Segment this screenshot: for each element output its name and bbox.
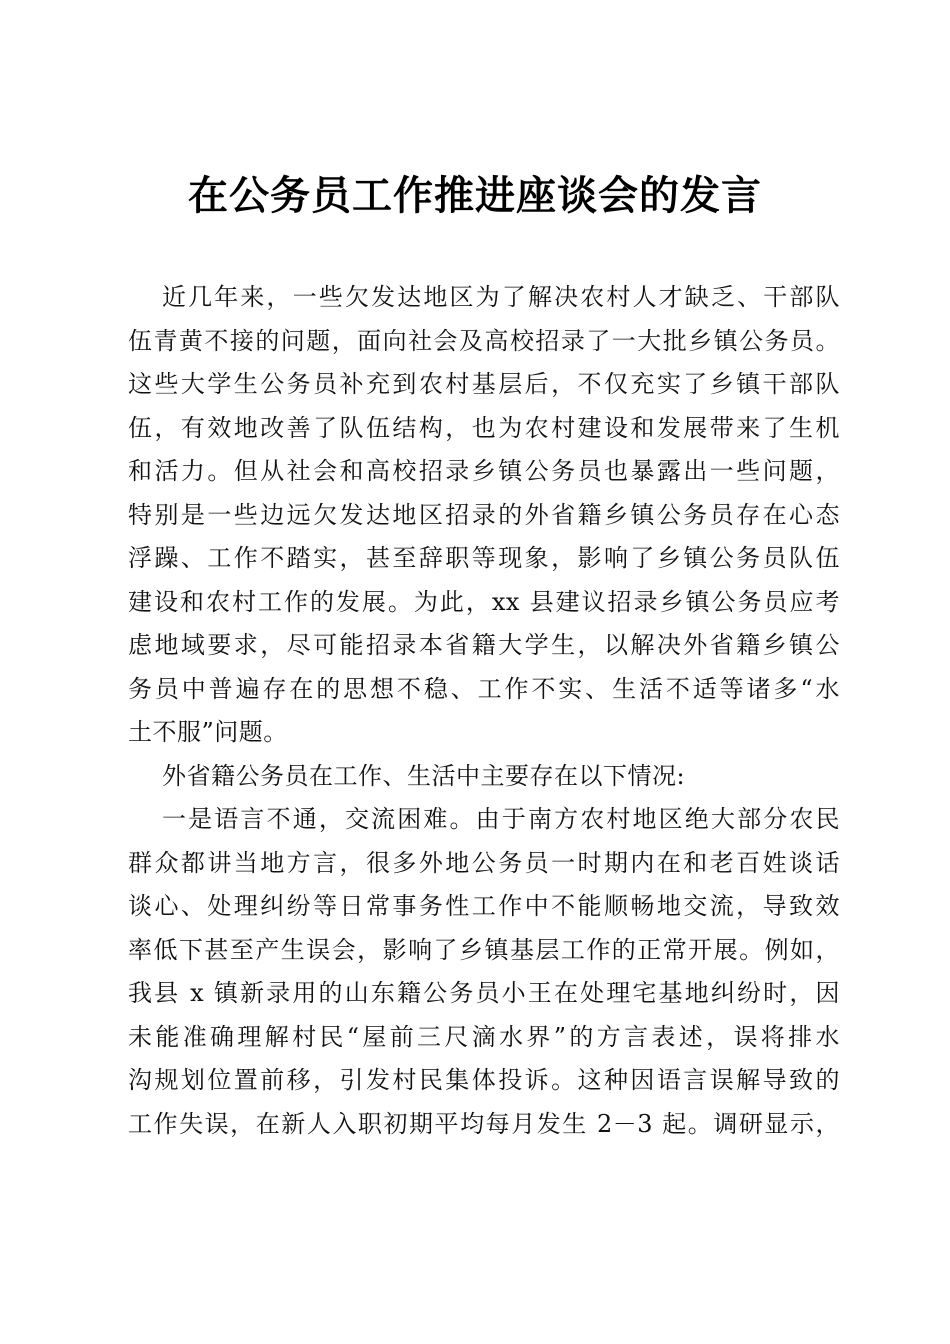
- text-line: 沟规划位置前移，引发村民集体投诉。这种因语言误解导致的: [128, 1066, 840, 1094]
- paragraph-first-line: 近几年来，一些欠发达地区为了解决农村人才缺乏、干部队: [162, 283, 840, 311]
- text-line: 伍，有效地改善了队伍结构，也为农村建设和发展带来了生机: [128, 413, 840, 442]
- document-title: 在公务员工作推进座谈会的发言: [188, 173, 762, 219]
- paragraph-first-line: 一是语言不通，交流困难。由于南方农村地区绝大部分农民: [162, 805, 840, 833]
- text-line: 务员中普遍存在的思想不稳、工作不实、生活不适等诸多“水: [128, 674, 840, 703]
- paragraph-first-line: 外省籍公务员在工作、生活中主要存在以下情况:: [162, 761, 686, 790]
- document-body: [128, 276, 840, 1146]
- text-line: 未能准确理解村民“屋前三尺滴水界”的方言表述，误将排水: [128, 1022, 840, 1051]
- text-line: 和活力。但从社会和高校招录乡镇公务员也暴露出一些问题，: [128, 457, 840, 485]
- text-line: 土不服”问题。: [128, 718, 288, 746]
- text-line: 这些大学生公务员补充到农村基层后，不仅充实了乡镇干部队: [128, 370, 840, 398]
- text-line: 伍青黄不接的问题，面向社会及高校招录了一大批乡镇公务员。: [128, 326, 840, 355]
- text-line: 谈心、处理纠纷等日常事务性工作中不能顺畅地交流，导致效: [128, 892, 840, 920]
- text-line: 我县 x 镇新录用的山东籍公务员小王在处理宅基地纠纷时，因: [128, 979, 840, 1007]
- text-line: 率低下甚至产生误会，影响了乡镇基层工作的正常开展。例如，: [128, 935, 840, 964]
- text-line: 群众都讲当地方言，很多外地公务员一时期内在和老百姓谈话: [128, 848, 840, 877]
- text-line: 建设和农村工作的发展。为此，xx 县建议招录乡镇公务员应考: [128, 587, 840, 616]
- text-line: 虑地域要求，尽可能招录本省籍大学生，以解决外省籍乡镇公: [128, 631, 840, 659]
- text-line: 工作失误，在新人入职初期平均每月发生 2－3 起。调研显示，: [128, 1109, 840, 1138]
- text-line: 特别是一些边远欠发达地区招录的外省籍乡镇公务员存在心态: [128, 500, 840, 529]
- text-line: 浮躁、工作不踏实，甚至辞职等现象，影响了乡镇公务员队伍: [128, 544, 840, 572]
